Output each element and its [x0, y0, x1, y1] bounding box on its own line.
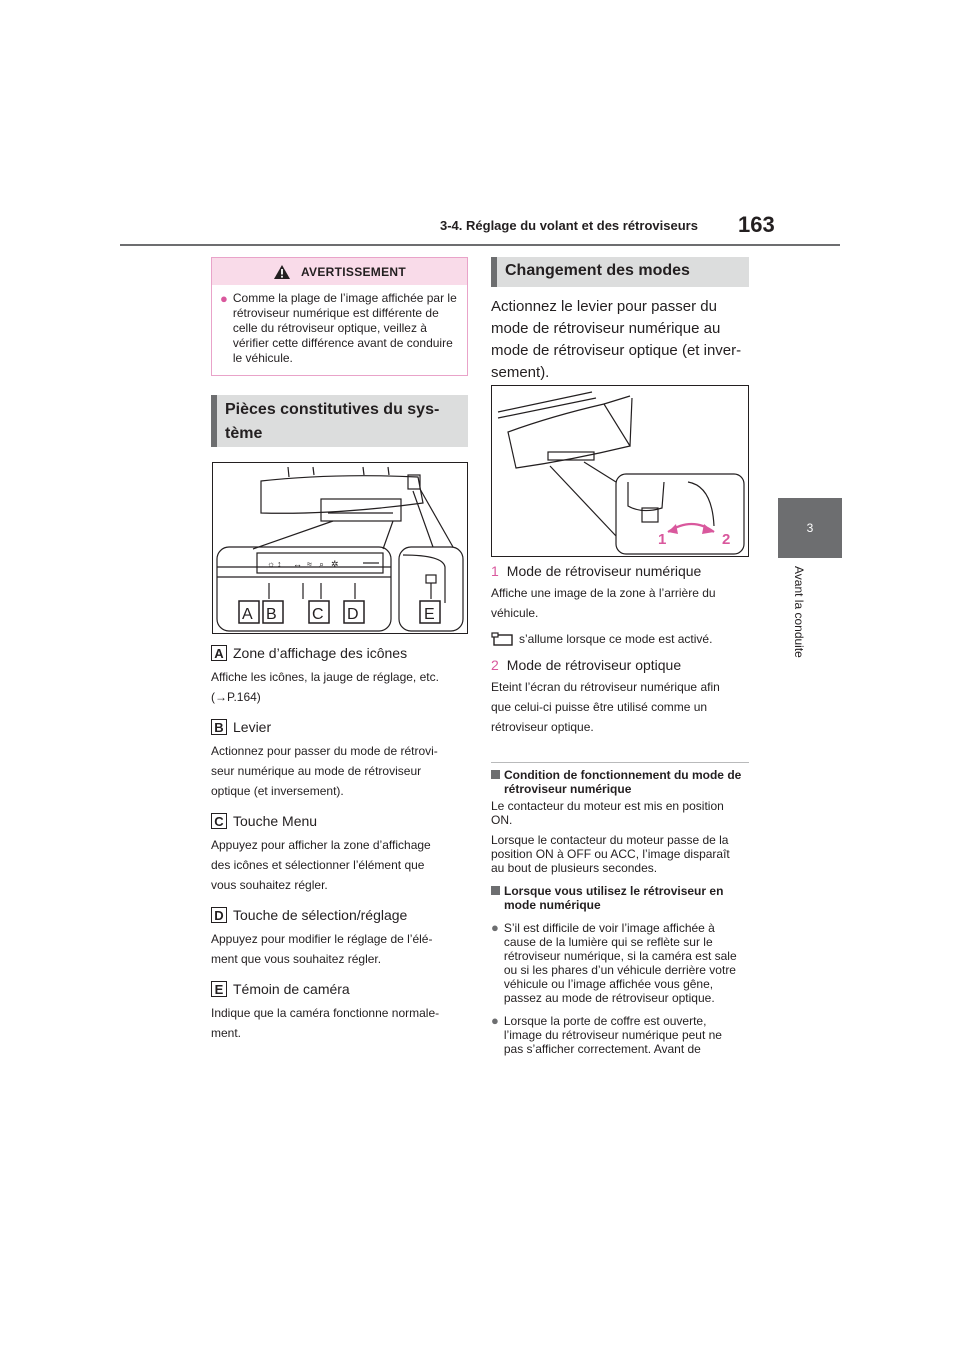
intro-line: mode de rétroviseur optique (et inver- — [491, 342, 742, 359]
part-letter: E — [211, 981, 227, 997]
modes-intro — [491, 296, 751, 384]
mode-title: Mode de rétroviseur optique — [506, 657, 682, 673]
note-bullet — [491, 921, 743, 1005]
part-letter: B — [211, 719, 227, 735]
part-letter: A — [211, 645, 227, 661]
warning-text: Comme la plage de l’image affichée par le rétroviseur numérique est différente de celle du rétroviseur optique, veillez à vérifier cette différence avant de conduire le véhicule. — [232, 291, 457, 365]
part-desc: optique (et inversement). — [211, 784, 344, 798]
mode-title: Mode de rétroviseur numérique — [506, 563, 702, 579]
note-bullet-text: Lorsque la porte de coffre est ouverte, l’image du rétroviseur numérique peut ne pas s’afficher correctement. Avant de — [503, 1014, 722, 1056]
section-heading-line: Pièces constitutives du sys- — [225, 401, 440, 418]
mode-number: 1 — [491, 563, 499, 579]
warning-box — [211, 257, 468, 376]
part-title: Levier — [233, 719, 272, 735]
intro-line: Actionnez le levier pour passer du — [491, 298, 717, 315]
mode-number: 2 — [491, 657, 499, 673]
bullet-dot-icon: ● — [220, 291, 228, 306]
note-heading-text: Condition de fonctionnement du mode de rétroviseur numérique — [504, 768, 742, 796]
mode-desc: rétroviseur optique. — [491, 720, 594, 734]
mirror-parts-figure — [212, 462, 468, 634]
callout-a: A — [242, 606, 253, 623]
warning-triangle-icon — [273, 264, 291, 280]
note-bullet-text: S’il est difficile de voir l’image affichée à cause de la lumière qui se reflète sur le rétroviseur numérique, si la caméra est sale ou si les phares d’un véhicule derrière votre véhicule ou l’image affichée vous gêne, passez au mode de rétroviseur optique. — [503, 921, 737, 1005]
svg-text:✲: ✲ — [331, 559, 339, 569]
part-desc: seur numérique au mode de rétroviseur — [211, 764, 422, 778]
part-desc: ment. — [211, 1026, 242, 1040]
bullet-dot-icon: ● — [491, 920, 499, 935]
svg-text:↔: ↔ — [293, 559, 302, 569]
bullet-dot-icon: ● — [491, 1013, 499, 1028]
header-rule — [120, 244, 840, 246]
part-desc: ment que vous souhaitez régler. — [211, 952, 382, 966]
figure-label-2: 2 — [722, 531, 731, 548]
camera-indicator-icon — [491, 632, 513, 646]
mode-item-1 — [491, 563, 751, 649]
note-paragraph: Lorsque le contacteur du moteur passe de la position ON à OFF ou ACC, l’image disparaît au bout de plusieurs secondes. — [491, 833, 730, 875]
part-desc: Indique que la caméra fonctionne normale- — [211, 1006, 440, 1020]
parts-list — [211, 645, 471, 1043]
warning-title: AVERTISSEMENT — [300, 264, 407, 279]
section-heading-parts — [211, 395, 468, 447]
part-title: Touche de sélection/réglage — [233, 907, 408, 923]
running-header: 3-4. Réglage du volant et des rétroviseurs — [440, 218, 698, 233]
icon-note: s’allume lorsque ce mode est activé. — [519, 632, 713, 646]
square-bullet-icon — [491, 770, 500, 779]
part-item-b — [211, 719, 471, 801]
part-letter: D — [211, 907, 227, 923]
lever-illustration — [492, 386, 748, 556]
part-desc: Appuyez pour afficher la zone d’affichage — [211, 838, 431, 852]
callout-e: E — [424, 606, 435, 623]
part-desc: Actionnez pour passer du mode de rétrovi- — [211, 744, 438, 758]
mode-desc: Affiche une image de la zone à l’arrière du — [491, 586, 716, 600]
note-heading — [491, 768, 743, 796]
part-title: Touche Menu — [233, 813, 318, 829]
chapter-label: Avant la conduite — [792, 566, 806, 658]
part-desc: Appuyez pour modifier le réglage de l’élé- — [211, 932, 433, 946]
section-heading-modes: Changement des modes — [491, 257, 749, 287]
part-item-a — [211, 645, 471, 707]
mode-desc: Eteint l’écran du rétroviseur numérique afin — [491, 680, 720, 694]
svg-text:↕: ↕ — [277, 559, 282, 569]
notes-divider — [491, 762, 749, 763]
callout-b: B — [266, 606, 277, 623]
note-heading-text: Lorsque vous utilisez le rétroviseur en mode numérique — [504, 884, 724, 912]
callout-d: D — [347, 606, 359, 623]
warning-header — [212, 258, 467, 285]
part-letter: C — [211, 813, 227, 829]
part-title: Témoin de caméra — [233, 981, 350, 997]
note-bullet — [491, 1014, 743, 1056]
mode-desc: que celui-ci puisse être utilisé comme un — [491, 700, 708, 714]
intro-line: mode de rétroviseur numérique au — [491, 320, 721, 337]
notes-section — [491, 768, 749, 1056]
part-desc: Affiche les icônes, la jauge de réglage, etc. — [211, 670, 439, 684]
part-item-d — [211, 907, 471, 969]
section-heading-line: tème — [225, 425, 263, 442]
chapter-tab — [778, 498, 842, 558]
part-desc: des icônes et sélectionner l’élément que — [211, 858, 425, 872]
part-desc: (→P.164) — [211, 690, 261, 704]
part-item-c — [211, 813, 471, 895]
svg-text:≈: ≈ — [307, 559, 312, 569]
callout-c: C — [312, 606, 324, 623]
intro-line: sement). — [491, 364, 550, 381]
square-bullet-icon — [491, 886, 500, 895]
warning-body — [212, 285, 467, 366]
mirror-parts-illustration — [213, 463, 467, 633]
svg-text:☼: ☼ — [267, 559, 276, 569]
note-heading — [491, 884, 743, 912]
modes-list — [491, 563, 751, 737]
note-paragraph: Le contacteur du moteur est mis en position ON. — [491, 799, 724, 827]
part-title: Zone d’affichage des icônes — [233, 645, 408, 661]
mode-desc: véhicule. — [491, 606, 539, 620]
lever-figure — [491, 385, 749, 557]
part-item-e — [211, 981, 471, 1043]
part-desc: vous souhaitez régler. — [211, 878, 328, 892]
figure-label-1: 1 — [658, 531, 667, 548]
svg-text:⌕: ⌕ — [319, 559, 325, 569]
mode-item-2 — [491, 657, 751, 737]
page-number: 163 — [738, 212, 775, 237]
chapter-number: 3 — [806, 521, 814, 535]
